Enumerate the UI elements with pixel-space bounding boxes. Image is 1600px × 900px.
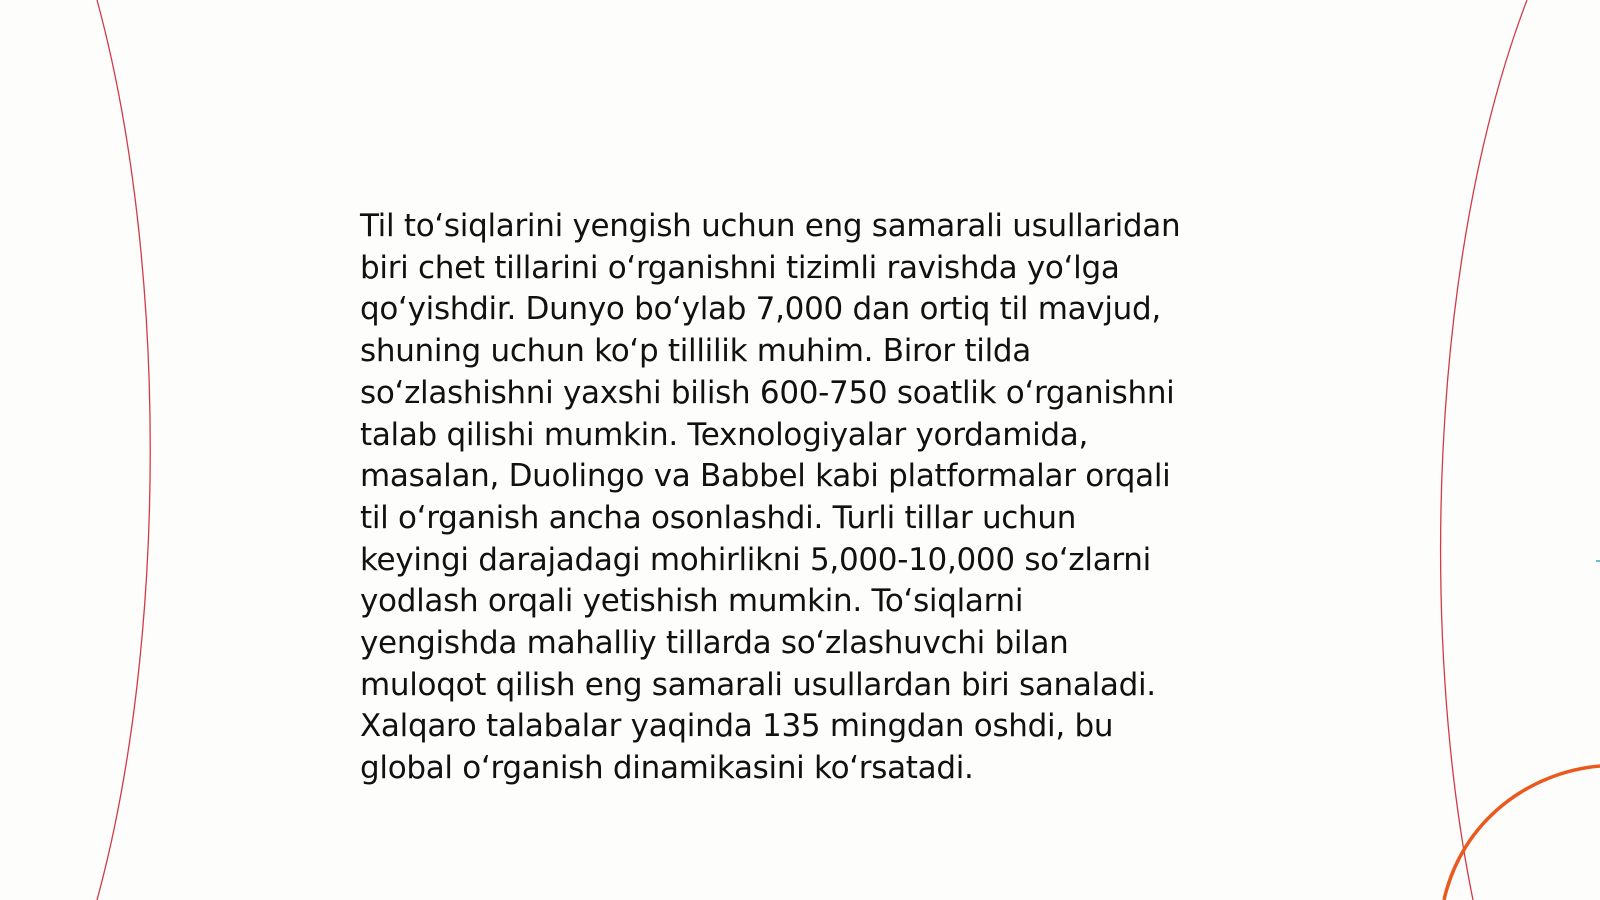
paragraph-line-5: soʻzlashishni yaxshi bilish 600-750 soatlik oʻrganishni (360, 374, 1175, 411)
paragraph-line-11: yengishda mahalliy tillarda soʻzlashuvchi bilan (360, 625, 1069, 662)
paragraph-line-9: keyingi darajadagi mohirlikni 5,000-10,000 soʻzlarni (360, 541, 1151, 578)
corner-arc (1444, 766, 1600, 900)
body-paragraph (360, 206, 1260, 790)
paragraph-line-4: shuning uchun koʻp tillilik muhim. Biror tilda (360, 333, 1031, 370)
paragraph-line-1: Til toʻsiqlarini yengish uchun eng samarali usullaridan (360, 208, 1181, 244)
paragraph-line-14: global oʻrganish dinamikasini koʻrsatadi. (360, 750, 974, 787)
left-curve-line (97, 0, 150, 900)
paragraph-line-3: qoʻyishdir. Dunyo boʻylab 7,000 dan ortiq til mavjud, (360, 291, 1161, 328)
paragraph-line-8: til oʻrganish ancha osonlashdi. Turli tillar uchun (360, 499, 1077, 536)
right-curve-line (1441, 0, 1527, 900)
paragraph-line-6: talab qilishi mumkin. Texnologiyalar yordamida, (360, 416, 1089, 453)
paragraph-line-2: biri chet tillarini oʻrganishni tizimli ravishda yoʻlga (360, 249, 1120, 286)
paragraph-line-13: Xalqaro talabalar yaqinda 135 mingdan oshdi, bu (360, 708, 1114, 745)
paragraph-line-7: masalan, Duolingo va Babbel kabi platformalar orqali (360, 458, 1171, 495)
paragraph-line-10: yodlash orqali yetishish mumkin. Toʻsiqlarni (360, 583, 1024, 620)
paragraph-line-12: muloqot qilish eng samarali usullardan biri sanaladi. (360, 666, 1156, 703)
